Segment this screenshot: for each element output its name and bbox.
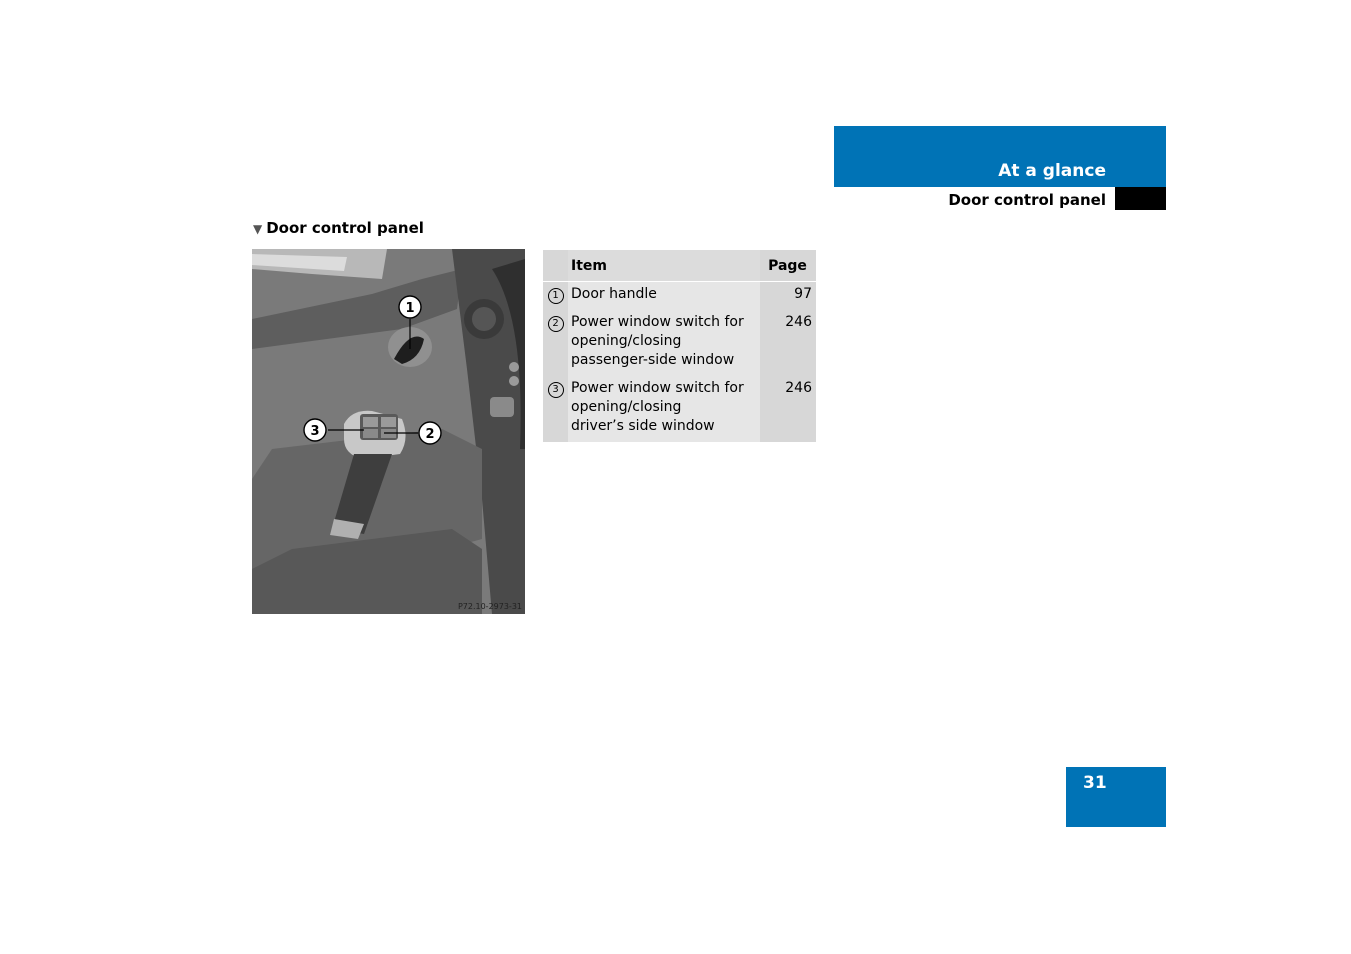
- item-table: [543, 250, 816, 442]
- row-page-link[interactable]: 246: [760, 376, 816, 442]
- row-item-line: Power window switch for: [571, 314, 744, 330]
- header-num-cell: [543, 250, 568, 282]
- subsection-title: Door control panel: [948, 191, 1106, 209]
- page-heading-text: Door control panel: [266, 219, 424, 237]
- row-item-line: driver’s side window: [571, 418, 715, 434]
- row-item-line: opening/closing: [571, 333, 682, 349]
- row-item-line: Door handle: [571, 286, 657, 302]
- subsection-marker: [1115, 187, 1166, 210]
- row-page-link[interactable]: 246: [760, 310, 816, 376]
- row-item: [568, 376, 760, 442]
- table-row: [543, 282, 816, 311]
- row-item: [568, 282, 760, 311]
- callout-1: [399, 296, 421, 318]
- table-header-row: [543, 250, 816, 282]
- table-row: [543, 310, 816, 376]
- table-row: [543, 376, 816, 442]
- row-number: 3: [548, 382, 564, 398]
- triangle-bullet-icon: ▼: [253, 222, 263, 236]
- header-item: Item: [568, 250, 760, 282]
- row-item: [568, 310, 760, 376]
- figure-code: P72.10-2973-31: [457, 602, 522, 611]
- header-page: Page: [760, 250, 816, 282]
- callout-3-label: 3: [310, 424, 320, 439]
- door-panel-drawing: [252, 249, 525, 614]
- row-item-line: passenger-side window: [571, 352, 735, 368]
- callout-2-label: 2: [425, 427, 435, 442]
- section-header-bar: [834, 126, 1166, 187]
- section-title: At a glance: [998, 161, 1106, 181]
- page-number: 31: [1083, 773, 1107, 793]
- callout-3: [304, 419, 326, 441]
- page-heading: [253, 219, 424, 237]
- row-item-line: opening/closing: [571, 399, 682, 415]
- row-number: 1: [548, 288, 564, 304]
- door-panel-illustration: [252, 249, 525, 614]
- page-number-box: [1066, 767, 1166, 827]
- row-number: 2: [548, 316, 564, 332]
- callout-2: [419, 422, 441, 444]
- callout-1-label: 1: [405, 301, 415, 316]
- subsection-header: [834, 187, 1166, 210]
- row-page-link[interactable]: 97: [760, 282, 816, 311]
- row-item-line: Power window switch for: [571, 380, 744, 396]
